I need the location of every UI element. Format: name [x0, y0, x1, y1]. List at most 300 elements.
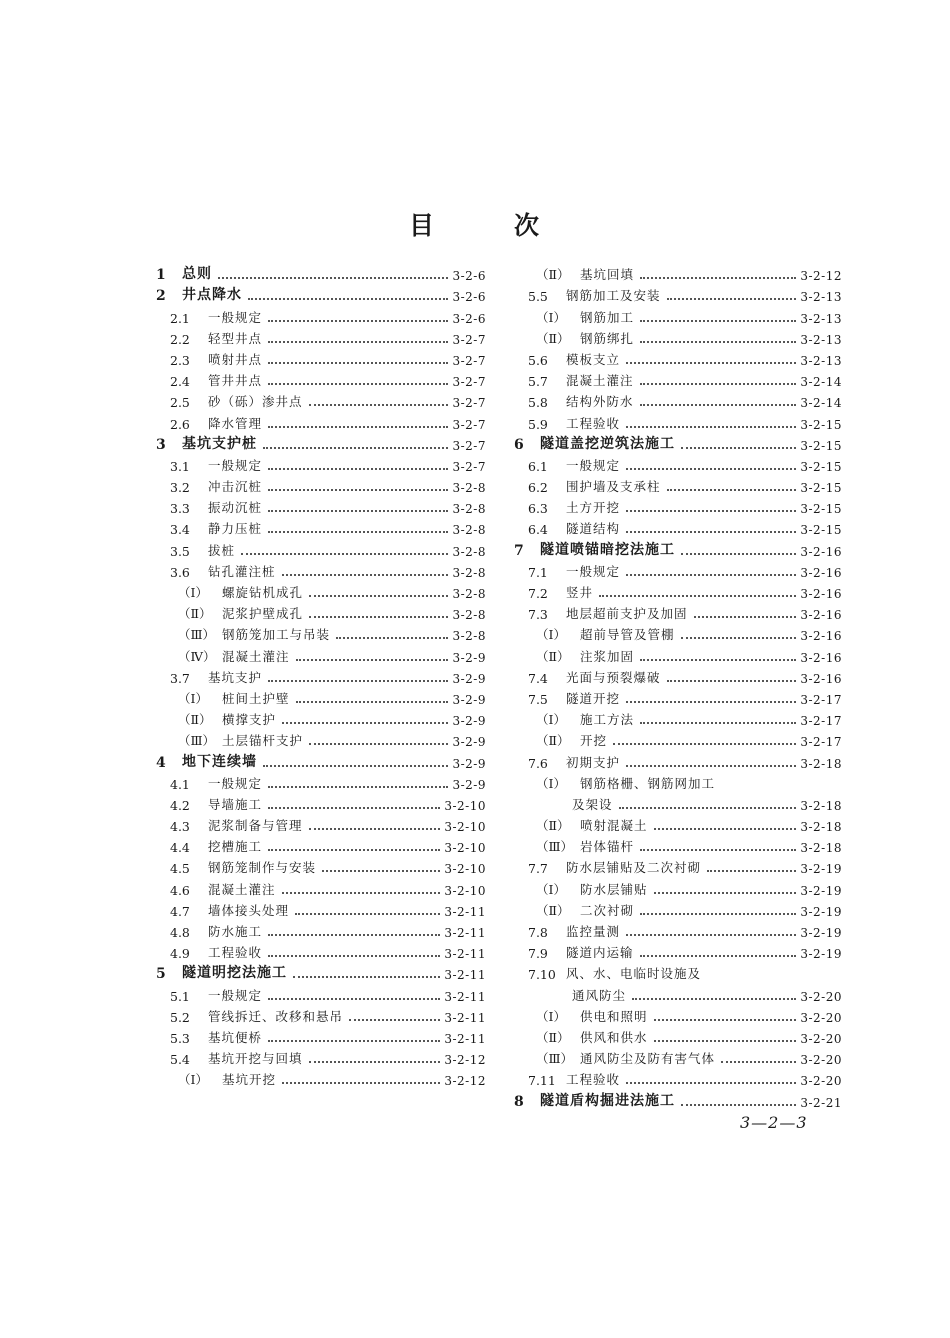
dot-leader — [268, 670, 448, 682]
dot-leader — [349, 1009, 440, 1021]
toc-entry-page: 3-2-7 — [452, 438, 486, 453]
toc-entry-page: 3-2-7 — [452, 396, 486, 411]
toc-entry-title: 基坑回填 — [580, 267, 635, 283]
toc-entry-number: 1 — [156, 267, 166, 284]
toc-entry — [152, 622, 486, 643]
toc-entry-title: 初期支护 — [566, 754, 621, 770]
toc-entry — [152, 813, 486, 834]
toc-entry-title: 墙体接头处理 — [208, 902, 290, 918]
toc-entry-page: 3-2-9 — [452, 692, 486, 707]
toc-entry-page: 3-2-11 — [444, 989, 486, 1004]
dot-leader — [268, 458, 448, 470]
dot-leader — [268, 945, 440, 957]
toc-entry-number: （Ⅰ） — [536, 309, 566, 325]
dot-leader — [640, 310, 796, 322]
dot-leader — [681, 437, 796, 449]
toc-entry-number: 7.4 — [528, 670, 548, 686]
dot-leader — [681, 1094, 796, 1106]
dot-leader — [268, 310, 448, 322]
toc-right-column — [510, 262, 842, 1110]
toc-entry-number: （Ⅰ） — [536, 1008, 566, 1024]
toc-entry-number: 7.11 — [528, 1073, 556, 1089]
toc-entry-title: 总则 — [182, 266, 212, 283]
toc-entry — [510, 876, 842, 897]
dot-leader — [613, 733, 796, 745]
toc-entry-page: 3-2-15 — [800, 438, 842, 453]
toc-entry-page: 3-2-15 — [800, 459, 842, 474]
dot-leader — [632, 988, 796, 1000]
toc-entry-number: （Ⅱ） — [536, 818, 570, 834]
toc-entry-title: 振动沉桩 — [208, 500, 263, 516]
toc-entry-title: 一般规定 — [208, 309, 263, 325]
toc-entry-page: 3-2-9 — [452, 777, 486, 792]
toc-entry — [510, 283, 842, 304]
toc-entry — [510, 495, 842, 516]
dot-leader — [268, 373, 448, 385]
toc-entry-number: 4.8 — [170, 925, 190, 940]
dot-leader — [268, 776, 448, 788]
toc-entry-title: 模板支立 — [566, 351, 621, 367]
toc-entry-title: 二次衬砌 — [580, 902, 635, 918]
toc-entry-page: 3-2-20 — [800, 1010, 842, 1025]
toc-entry-page: 3-2-7 — [452, 353, 486, 368]
toc-entry — [152, 474, 486, 495]
toc-entry-number: （Ⅰ） — [178, 585, 208, 600]
dot-leader — [268, 988, 440, 1000]
toc-entry-title: 导墙施工 — [208, 796, 263, 812]
dot-leader — [667, 670, 797, 682]
toc-entry-title: 防水施工 — [208, 924, 263, 939]
toc-entry-page: 3-2-16 — [800, 544, 842, 559]
toc-entry-page: 3-2-18 — [800, 798, 842, 813]
toc-entry-title: 基坑开挖 — [222, 1072, 277, 1088]
toc-entry-number: 4.1 — [170, 776, 190, 792]
toc-entry-page: 3-2-7 — [452, 375, 486, 390]
toc-entry — [152, 389, 486, 410]
dot-leader — [268, 500, 448, 512]
toc-entry — [510, 304, 842, 325]
toc-entry-number: 6 — [514, 436, 524, 453]
toc-entry-number: 7.6 — [528, 755, 548, 771]
dot-leader — [667, 288, 797, 300]
toc-entry-page: 3-2-6 — [452, 311, 486, 326]
toc-entry-number: （Ⅰ） — [536, 881, 566, 897]
toc-entry — [152, 771, 486, 792]
dot-leader — [296, 691, 449, 703]
toc-entry-title: 风、水、电临时设施及 — [566, 966, 702, 982]
toc-entry — [152, 1004, 486, 1025]
toc-entry-number: 3.3 — [170, 501, 190, 517]
dot-leader — [640, 903, 796, 915]
toc-entry — [152, 516, 486, 537]
toc-entry-page: 3-2-19 — [800, 904, 842, 919]
dot-leader — [268, 839, 440, 851]
toc-entry-page: 3-2-7 — [452, 332, 486, 347]
toc-entry-page: 3-2-6 — [452, 290, 486, 305]
toc-entry-page: 3-2-19 — [800, 947, 842, 962]
toc-entry — [510, 410, 842, 431]
toc-entry-page: 3-2-12 — [444, 1074, 486, 1089]
toc-entry-number: 4.6 — [170, 882, 190, 898]
toc-entry-number: 2.5 — [170, 395, 190, 411]
dot-leader — [626, 691, 796, 703]
dot-leader — [640, 649, 796, 661]
toc-entry-title: 一般规定 — [566, 563, 621, 579]
toc-entry-title: 一般规定 — [208, 987, 263, 1003]
toc-entry-title: 土层锚杆支护 — [222, 733, 304, 749]
toc-entry-page: 3-2-19 — [800, 883, 842, 898]
toc-entry-number: 4.5 — [170, 861, 190, 877]
toc-entry-title: 监控量测 — [566, 924, 621, 939]
toc-entry — [510, 855, 842, 876]
toc-entry-title: 隧道开挖 — [566, 690, 621, 706]
toc-entry-number: 4.3 — [170, 819, 190, 835]
toc-entry-page: 3-2-12 — [800, 269, 842, 284]
toc-entry-title: 桩间土护壁 — [222, 690, 290, 706]
toc-entry-page: 3-2-20 — [800, 1074, 842, 1089]
toc-title-right: 次 — [514, 211, 542, 240]
toc-entry — [510, 961, 842, 982]
toc-entry-page: 3-2-6 — [452, 269, 486, 284]
dot-leader — [218, 267, 448, 279]
toc-entry-number: 8 — [514, 1093, 524, 1110]
toc-entry-number: 2.2 — [170, 331, 190, 347]
toc-entry-page: 3-2-17 — [800, 714, 842, 729]
dot-leader — [707, 860, 796, 872]
toc-entry-number: （Ⅱ） — [536, 330, 570, 346]
toc-entry-number: 5.3 — [170, 1030, 190, 1046]
toc-entry — [152, 495, 486, 516]
toc-entry — [510, 982, 842, 1003]
toc-entry-number: 6.3 — [528, 501, 548, 517]
toc-entry-page: 3-2-11 — [444, 947, 486, 962]
dot-leader — [241, 543, 448, 555]
toc-entry-title: 螺旋钻机成孔 — [222, 585, 304, 600]
toc-entry-title: 隧道盖挖逆筑法施工 — [540, 435, 675, 452]
toc-entry-number: 4.2 — [170, 797, 190, 813]
toc-entry-page: 3-2-12 — [444, 1053, 486, 1068]
toc-entry — [510, 537, 842, 558]
toc-entry — [152, 707, 486, 728]
toc-entry — [152, 834, 486, 855]
toc-entry-number: 5.7 — [528, 374, 548, 390]
toc-entry — [510, 474, 842, 495]
dot-leader — [268, 924, 440, 936]
dot-leader — [248, 288, 448, 300]
toc-entry — [510, 368, 842, 389]
toc-entry — [510, 326, 842, 347]
toc-entry-number: 3 — [156, 436, 166, 453]
toc-entry-page: 3-2-10 — [444, 841, 486, 856]
toc-entry-page: 3-2-11 — [444, 1031, 486, 1046]
toc-entry — [510, 601, 842, 622]
toc-entry-number: 6.4 — [528, 522, 548, 538]
toc-entry-page: 3-2-19 — [800, 926, 842, 940]
page-number: 3—2—3 — [740, 1113, 808, 1132]
toc-entry-title: 及架设 — [572, 796, 613, 812]
toc-entry-page: 3-2-15 — [800, 523, 842, 538]
toc-entry-page: 3-2-7 — [452, 459, 486, 474]
toc-entry-title: 钢筋笼加工与吊装 — [222, 627, 331, 643]
toc-title-left: 目 — [408, 211, 436, 240]
toc-entry-page: 3-2-8 — [452, 565, 486, 580]
toc-entry-number: 6.1 — [528, 458, 548, 474]
dot-leader — [640, 373, 797, 385]
toc-entry-title: 防水层铺贴及二次衬砌 — [566, 860, 702, 876]
toc-entry — [510, 432, 842, 453]
dot-leader — [626, 924, 796, 936]
toc-entry-title: 供电和照明 — [580, 1008, 648, 1024]
toc-entry-number: 7.1 — [528, 564, 548, 580]
toc-entry-title: 管线拆迁、改移和悬吊 — [208, 1008, 344, 1024]
dot-leader — [336, 627, 448, 639]
toc-entry-title: 拔桩 — [208, 542, 236, 558]
toc-entry — [510, 347, 842, 368]
toc-entry — [510, 622, 842, 643]
toc-entry-page: 3-2-14 — [800, 375, 842, 390]
toc-entry — [152, 686, 486, 707]
dot-leader — [263, 437, 448, 449]
toc-entry — [152, 643, 486, 664]
toc-entry-title: 施工方法 — [580, 712, 635, 728]
toc-left-column — [152, 262, 486, 1088]
toc-entry-number: （Ⅰ） — [536, 627, 566, 643]
toc-entry — [510, 834, 842, 855]
dot-leader — [268, 521, 448, 533]
toc-entry — [510, 940, 842, 961]
toc-entry — [152, 262, 486, 283]
toc-entry-title: 一般规定 — [208, 775, 263, 791]
toc-entry — [510, 813, 842, 834]
dot-leader — [263, 755, 448, 767]
toc-entry-title: 隧道盾构掘进法施工 — [540, 1092, 675, 1109]
toc-entry — [510, 771, 842, 792]
dot-leader — [681, 627, 797, 639]
toc-entry — [152, 368, 486, 389]
toc-entry-title: 管井井点 — [208, 373, 263, 389]
toc-entry-title: 基坑支护桩 — [182, 435, 257, 452]
toc-entry-number: 7.10 — [528, 967, 556, 983]
toc-entry-number: 3.5 — [170, 543, 190, 559]
toc-entry-page: 3-2-17 — [800, 692, 842, 707]
toc-entry-title: 泥浆制备与管理 — [208, 818, 303, 834]
toc-entry-number: 7.2 — [528, 586, 548, 601]
toc-entry — [510, 919, 842, 940]
toc-entry-page: 3-2-8 — [452, 608, 486, 623]
toc-entry — [152, 453, 486, 474]
toc-entry-page: 3-2-13 — [800, 290, 842, 305]
toc-entry-title: 工程验收 — [566, 415, 621, 431]
toc-entry-title: 隧道喷锚暗挖法施工 — [540, 541, 675, 558]
toc-entry-page: 3-2-11 — [444, 1010, 486, 1025]
toc-entry-title: 通风防尘及防有害气体 — [580, 1051, 716, 1067]
toc-entry — [152, 283, 486, 304]
dot-leader — [282, 564, 449, 576]
toc-entry — [152, 432, 486, 453]
toc-entry-page: 3-2-9 — [452, 714, 486, 729]
dot-leader — [626, 521, 796, 533]
toc-entry-page: 3-2-9 — [452, 650, 486, 665]
toc-entry — [510, 665, 842, 686]
toc-entry-page: 3-2-16 — [800, 608, 842, 623]
toc-entry-title: 地层超前支护及加固 — [566, 606, 688, 622]
dot-leader — [640, 839, 796, 851]
dot-leader — [268, 479, 448, 491]
dot-leader — [640, 712, 796, 724]
toc-entry-title: 轻型井点 — [208, 330, 263, 346]
dot-leader — [626, 1072, 796, 1084]
toc-entry-title: 钢筋格栅、钢筋网加工 — [580, 775, 716, 791]
toc-entry-page: 3-2-13 — [800, 353, 842, 368]
dot-leader — [667, 479, 797, 491]
toc-entry — [510, 686, 842, 707]
toc-entry-title: 泥浆护壁成孔 — [222, 606, 304, 622]
toc-entry-number: 7.5 — [528, 691, 548, 707]
toc-entry-number: 2 — [156, 288, 166, 305]
dot-leader — [640, 331, 796, 343]
dot-leader — [626, 564, 796, 576]
toc-entry — [510, 792, 842, 813]
toc-entry-title: 光面与预裂爆破 — [566, 669, 661, 685]
toc-entry-title: 降水管理 — [208, 415, 263, 431]
toc-entry-page: 3-2-11 — [444, 904, 486, 919]
toc-entry-page: 3-2-16 — [800, 587, 842, 601]
toc-entry-page: 3-2-10 — [444, 883, 486, 898]
toc-entry-title: 钢筋笼制作与安装 — [208, 860, 317, 876]
toc-entry-page: 3-2-15 — [800, 481, 842, 496]
toc-entry-number: 3.7 — [170, 670, 190, 686]
toc-entry-page: 3-2-20 — [800, 1053, 842, 1068]
toc-entry — [152, 601, 486, 622]
toc-entry — [152, 855, 486, 876]
toc-entry — [510, 1067, 842, 1088]
toc-entry-number: 5.4 — [170, 1052, 190, 1068]
toc-entry-page: 3-2-8 — [452, 629, 486, 644]
toc-entry — [152, 1067, 486, 1088]
toc-entry-title: 防水层铺贴 — [580, 881, 648, 897]
toc-entry — [510, 389, 842, 410]
toc-entry-page: 3-2-17 — [800, 735, 842, 750]
toc-entry-number: （Ⅱ） — [536, 902, 570, 918]
toc-entry-title: 喷射井点 — [208, 351, 263, 367]
toc-entry-number: （Ⅱ） — [178, 712, 212, 728]
toc-entry-number: 3.1 — [170, 458, 190, 474]
toc-entry-number: 7.8 — [528, 925, 548, 940]
toc-entry-title: 竖井 — [566, 585, 594, 600]
toc-entry-title: 结构外防水 — [566, 394, 634, 410]
toc-entry — [152, 749, 486, 770]
toc-entry-number: （Ⅱ） — [536, 1029, 570, 1045]
toc-entry — [510, 728, 842, 749]
toc-entry-number: 4.7 — [170, 903, 190, 919]
toc-entry — [152, 580, 486, 601]
toc-entry-number: 4 — [156, 754, 166, 771]
toc-entry-number: 3.6 — [170, 564, 190, 580]
toc-entry-page: 3-2-16 — [800, 565, 842, 580]
dot-leader — [309, 733, 448, 745]
toc-entry-number: 7.7 — [528, 861, 548, 877]
toc-entry-number: 3.2 — [170, 480, 190, 496]
toc-entry-page: 3-2-15 — [800, 502, 842, 517]
dot-leader — [282, 712, 448, 724]
toc-entry-number: 2.1 — [170, 310, 190, 326]
toc-entry-page: 3-2-8 — [452, 587, 486, 601]
dot-leader — [309, 394, 449, 406]
toc-entry — [152, 347, 486, 368]
toc-entry-number: 5.1 — [170, 988, 190, 1004]
toc-entry-title: 供风和供水 — [580, 1029, 648, 1045]
toc-entry-number: （Ⅳ） — [178, 648, 216, 664]
toc-entry-title: 工程验收 — [566, 1072, 621, 1088]
toc-entry — [510, 643, 842, 664]
toc-entry-number: （Ⅰ） — [178, 1072, 208, 1088]
toc-entry-page: 3-2-15 — [800, 417, 842, 432]
dot-leader — [626, 755, 796, 767]
toc-entry-title: 隧道明挖法施工 — [182, 965, 287, 982]
dot-leader — [268, 352, 448, 364]
toc-entry-page: 3-2-18 — [800, 820, 842, 835]
toc-entry-title: 挖槽施工 — [208, 839, 263, 855]
dot-leader — [654, 1030, 797, 1042]
toc-entry-title: 钢筋加工及安装 — [566, 288, 661, 304]
toc-entry-number: 2.4 — [170, 374, 190, 390]
dot-leader — [322, 860, 440, 872]
dot-leader — [293, 966, 440, 978]
toc-entry-title: 开挖 — [580, 733, 608, 749]
toc-entry-number: （Ⅱ） — [536, 733, 570, 749]
dot-leader — [626, 500, 796, 512]
toc-entry-number: 2.6 — [170, 416, 190, 432]
toc-entry — [510, 749, 842, 770]
toc-entry-number: 3.4 — [170, 522, 190, 538]
toc-entry — [152, 961, 486, 982]
dot-leader — [268, 1030, 440, 1042]
toc-entry-number: 5.8 — [528, 395, 548, 411]
dot-leader — [640, 945, 797, 957]
toc-entry — [152, 982, 486, 1003]
toc-entry — [152, 898, 486, 919]
toc-entry — [510, 580, 842, 601]
toc-entry-page: 3-2-13 — [800, 332, 842, 347]
toc-entry-page: 3-2-20 — [800, 989, 842, 1004]
toc-entry-number: 5.5 — [528, 289, 548, 305]
dot-leader — [619, 797, 797, 809]
toc-entry-title: 基坑开挖与回填 — [208, 1051, 303, 1067]
toc-entry — [510, 262, 842, 283]
toc-entry — [152, 1025, 486, 1046]
toc-entry-page: 3-2-11 — [444, 968, 486, 983]
toc-entry-number: 7 — [514, 542, 524, 559]
toc-entry-title: 基坑支护 — [208, 669, 263, 685]
toc-entry-title: 钻孔灌注桩 — [208, 563, 276, 579]
toc-entry-number: 4.9 — [170, 946, 190, 962]
toc-entry-number: （Ⅲ） — [536, 1051, 574, 1067]
toc-entry-title: 通风防尘 — [572, 987, 627, 1003]
dot-leader — [654, 882, 797, 894]
toc-entry — [152, 559, 486, 580]
toc-entry — [152, 326, 486, 347]
dot-leader — [309, 1051, 441, 1063]
toc-entry-title: 注浆加固 — [580, 648, 635, 664]
dot-leader — [681, 543, 796, 555]
toc-entry-page: 3-2-16 — [800, 671, 842, 686]
toc-entry — [152, 537, 486, 558]
toc-entry-number: （Ⅰ） — [536, 775, 566, 791]
dot-leader — [626, 458, 796, 470]
dot-leader — [295, 903, 440, 915]
toc-entry-number: 2.3 — [170, 352, 190, 368]
dot-leader — [640, 267, 796, 279]
